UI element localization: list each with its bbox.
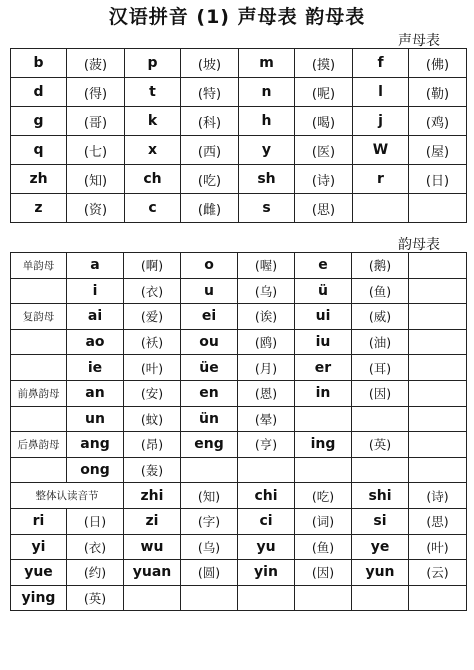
- finals-group-label: [11, 406, 67, 432]
- finals-group-label: [11, 278, 67, 304]
- final-example-char: (啊): [124, 253, 181, 279]
- finals-row: [11, 406, 467, 432]
- whole-syllable: shi: [352, 483, 409, 509]
- final-example-char: (轰): [124, 457, 181, 483]
- final-letter: iu: [295, 329, 352, 355]
- final-letter: e: [295, 253, 352, 279]
- whole-syllable: zi: [124, 508, 181, 534]
- initial-example-char: (雌): [181, 194, 239, 223]
- initial-letter: l: [353, 78, 409, 107]
- final-letter: an: [67, 380, 124, 406]
- initial-letter: t: [125, 78, 181, 107]
- empty-cell: [409, 355, 467, 381]
- final-letter: en: [181, 380, 238, 406]
- finals-row: [11, 304, 467, 330]
- final-example-char: (鱼): [352, 278, 409, 304]
- initial-letter: g: [11, 107, 67, 136]
- initials-table: [10, 48, 467, 223]
- finals-row: [11, 329, 467, 355]
- final-example-char: (诶): [238, 304, 295, 330]
- final-example-char: (耳): [352, 355, 409, 381]
- whole-syllable: yuan: [124, 560, 181, 586]
- final-letter: un: [67, 406, 124, 432]
- initial-example-char: (知): [67, 165, 125, 194]
- final-letter: ao: [67, 329, 124, 355]
- finals-row: [11, 278, 467, 304]
- final-example-char: (因): [352, 380, 409, 406]
- whole-example-char: (字): [181, 508, 238, 534]
- initial-letter: k: [125, 107, 181, 136]
- final-example-char: [352, 457, 409, 483]
- whole-example-char: (诗): [409, 483, 467, 509]
- final-example-char: (袄): [124, 329, 181, 355]
- initials-row: [11, 78, 467, 107]
- whole-syllable: [124, 585, 181, 611]
- final-example-char: (叶): [124, 355, 181, 381]
- initial-letter: s: [239, 194, 295, 223]
- initial-letter: ch: [125, 165, 181, 194]
- initial-example-char: (菠): [67, 49, 125, 78]
- initials-section-label: 声母表: [398, 33, 440, 49]
- whole-syllable: ri: [11, 508, 67, 534]
- whole-syllable-row: [11, 560, 467, 586]
- final-example-char: (昂): [124, 432, 181, 458]
- final-example-char: (月): [238, 355, 295, 381]
- finals-group-label: [11, 457, 67, 483]
- initial-letter: p: [125, 49, 181, 78]
- initial-example-char: (吃): [181, 165, 239, 194]
- initial-letter: [353, 194, 409, 223]
- initial-example-char: (勒): [409, 78, 467, 107]
- initial-letter: c: [125, 194, 181, 223]
- final-example-char: (亨): [238, 432, 295, 458]
- whole-example-char: (词): [295, 508, 352, 534]
- whole-syllables-label: 整体认读音节: [11, 483, 124, 509]
- initial-letter: y: [239, 136, 295, 165]
- finals-group-label: [11, 329, 67, 355]
- initials-row: [11, 194, 467, 223]
- initial-example-char: (哥): [67, 107, 125, 136]
- initial-letter: x: [125, 136, 181, 165]
- whole-syllable: ye: [352, 534, 409, 560]
- initial-letter: m: [239, 49, 295, 78]
- empty-cell: [409, 253, 467, 279]
- initial-example-char: (思): [295, 194, 353, 223]
- initial-example-char: (屋): [409, 136, 467, 165]
- whole-example-char: [409, 585, 467, 611]
- finals-row: [11, 380, 467, 406]
- initial-example-char: (喝): [295, 107, 353, 136]
- final-letter: i: [67, 278, 124, 304]
- initial-example-char: (西): [181, 136, 239, 165]
- finals-group-label: 复韵母: [11, 304, 67, 330]
- final-example-char: (鹅): [352, 253, 409, 279]
- whole-syllable: yi: [11, 534, 67, 560]
- initial-example-char: [409, 194, 467, 223]
- initials-row: [11, 165, 467, 194]
- empty-cell: [409, 406, 467, 432]
- empty-cell: [409, 278, 467, 304]
- empty-cell: [409, 329, 467, 355]
- initial-letter: zh: [11, 165, 67, 194]
- empty-cell: [409, 380, 467, 406]
- initial-example-char: (诗): [295, 165, 353, 194]
- final-example-char: (蚊): [124, 406, 181, 432]
- whole-syllable: yun: [352, 560, 409, 586]
- empty-cell: [409, 457, 467, 483]
- whole-example-char: (日): [67, 508, 124, 534]
- whole-syllable-row: [11, 508, 467, 534]
- whole-example-char: (因): [295, 560, 352, 586]
- whole-example-char: [181, 585, 238, 611]
- finals-group-label: 单韵母: [11, 253, 67, 279]
- final-example-char: (衣): [124, 278, 181, 304]
- initial-example-char: (佛): [409, 49, 467, 78]
- final-letter: [295, 457, 352, 483]
- initial-letter: f: [353, 49, 409, 78]
- whole-example-char: (知): [181, 483, 238, 509]
- final-example-char: (喔): [238, 253, 295, 279]
- initial-letter: r: [353, 165, 409, 194]
- final-letter: ie: [67, 355, 124, 381]
- final-letter: ui: [295, 304, 352, 330]
- initial-example-char: (科): [181, 107, 239, 136]
- final-letter: [181, 457, 238, 483]
- whole-example-char: (吃): [295, 483, 352, 509]
- initial-letter: b: [11, 49, 67, 78]
- whole-example-char: (衣): [67, 534, 124, 560]
- final-example-char: (油): [352, 329, 409, 355]
- initial-letter: q: [11, 136, 67, 165]
- whole-syllable: zhi: [124, 483, 181, 509]
- whole-syllable: ying: [11, 585, 67, 611]
- final-letter: eng: [181, 432, 238, 458]
- initial-example-char: (日): [409, 165, 467, 194]
- final-example-char: (爱): [124, 304, 181, 330]
- final-letter: o: [181, 253, 238, 279]
- initial-letter: sh: [239, 165, 295, 194]
- whole-example-char: (乌): [181, 534, 238, 560]
- final-letter: er: [295, 355, 352, 381]
- empty-cell: [409, 304, 467, 330]
- whole-example-char: (叶): [409, 534, 467, 560]
- final-letter: a: [67, 253, 124, 279]
- whole-example-char: [295, 585, 352, 611]
- finals-row: [11, 457, 467, 483]
- whole-example-char: (鱼): [295, 534, 352, 560]
- whole-example-char: (圆): [181, 560, 238, 586]
- final-letter: ü: [295, 278, 352, 304]
- initial-example-char: (得): [67, 78, 125, 107]
- final-letter: üe: [181, 355, 238, 381]
- whole-example-char: (约): [67, 560, 124, 586]
- final-letter: [295, 406, 352, 432]
- initial-example-char: (七): [67, 136, 125, 165]
- finals-row: [11, 432, 467, 458]
- page-title: 汉语拼音 (1) 声母表 韵母表: [108, 6, 366, 28]
- whole-syllable: yue: [11, 560, 67, 586]
- empty-cell: [409, 432, 467, 458]
- initials-row: [11, 49, 467, 78]
- final-example-char: (晕): [238, 406, 295, 432]
- initials-row: [11, 107, 467, 136]
- final-letter: ing: [295, 432, 352, 458]
- initials-row: [11, 136, 467, 165]
- finals-group-label: 后鼻韵母: [11, 432, 67, 458]
- final-example-char: [238, 457, 295, 483]
- finals-group-label: 前鼻韵母: [11, 380, 67, 406]
- whole-syllable-row: [11, 534, 467, 560]
- final-letter: in: [295, 380, 352, 406]
- whole-syllable: [238, 585, 295, 611]
- final-letter: ang: [67, 432, 124, 458]
- initial-letter: n: [239, 78, 295, 107]
- initial-letter: z: [11, 194, 67, 223]
- final-letter: ai: [67, 304, 124, 330]
- initial-letter: j: [353, 107, 409, 136]
- final-example-char: (安): [124, 380, 181, 406]
- whole-syllable: si: [352, 508, 409, 534]
- final-example-char: (恩): [238, 380, 295, 406]
- initial-letter: h: [239, 107, 295, 136]
- initial-example-char: (呢): [295, 78, 353, 107]
- whole-syllable: chi: [238, 483, 295, 509]
- final-example-char: [352, 406, 409, 432]
- finals-group-label: [11, 355, 67, 381]
- final-example-char: (威): [352, 304, 409, 330]
- final-letter: ei: [181, 304, 238, 330]
- finals-table: [10, 252, 467, 611]
- final-letter: u: [181, 278, 238, 304]
- whole-syllable-row: [11, 585, 467, 611]
- whole-syllable-row: [11, 483, 467, 509]
- initial-letter: W: [353, 136, 409, 165]
- finals-row: [11, 253, 467, 279]
- final-example-char: (乌): [238, 278, 295, 304]
- final-example-char: (鸥): [238, 329, 295, 355]
- initial-example-char: (资): [67, 194, 125, 223]
- finals-section-label: 韵母表: [398, 237, 440, 253]
- whole-syllable: [352, 585, 409, 611]
- initial-example-char: (坡): [181, 49, 239, 78]
- initial-example-char: (鸡): [409, 107, 467, 136]
- final-example-char: (英): [352, 432, 409, 458]
- whole-example-char: (思): [409, 508, 467, 534]
- whole-syllable: yin: [238, 560, 295, 586]
- whole-syllable: ci: [238, 508, 295, 534]
- final-letter: ün: [181, 406, 238, 432]
- whole-example-char: (英): [67, 585, 124, 611]
- final-letter: ong: [67, 457, 124, 483]
- final-letter: ou: [181, 329, 238, 355]
- initial-example-char: (摸): [295, 49, 353, 78]
- whole-syllable: wu: [124, 534, 181, 560]
- initial-letter: d: [11, 78, 67, 107]
- whole-syllable: yu: [238, 534, 295, 560]
- initial-example-char: (医): [295, 136, 353, 165]
- finals-row: [11, 355, 467, 381]
- initial-example-char: (特): [181, 78, 239, 107]
- whole-example-char: (云): [409, 560, 467, 586]
